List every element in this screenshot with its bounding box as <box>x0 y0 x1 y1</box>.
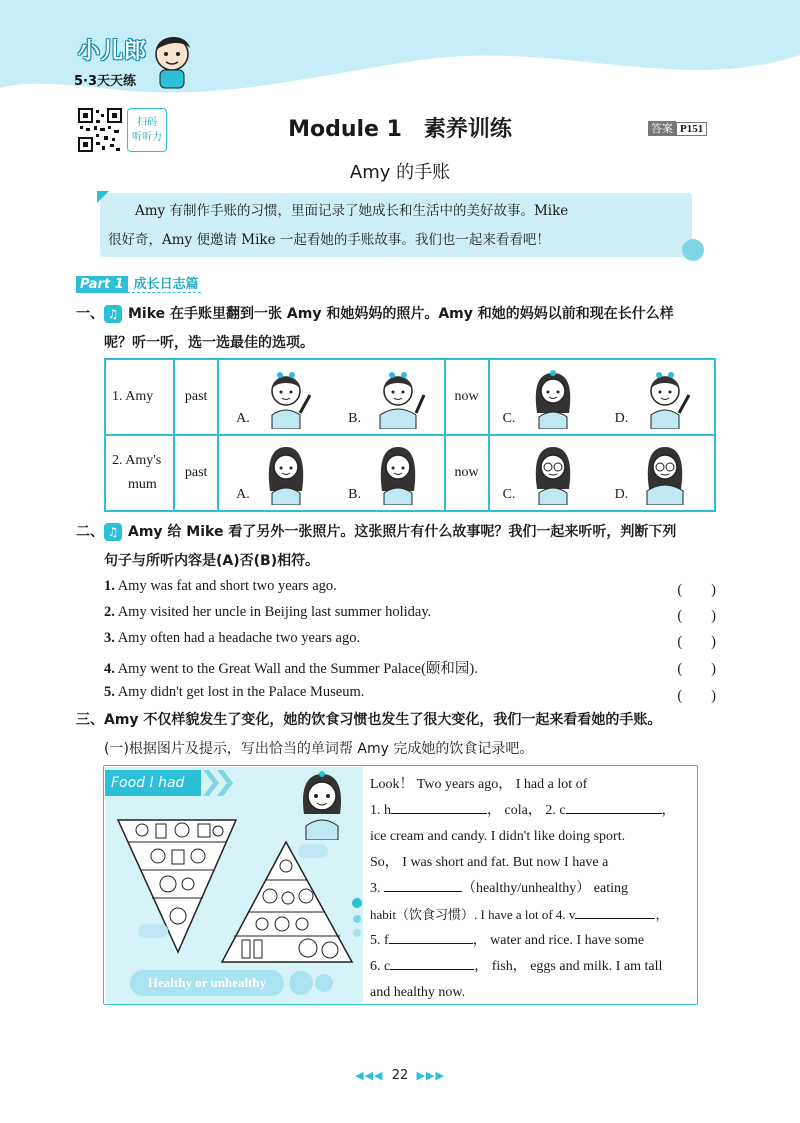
headphones-icon[interactable]: ♫ <box>104 305 122 323</box>
food-diary-text: Look！ Two years ago， I had a lot of 1. h ， cola， 2. c ， ice cream and candy. I didn't like doing sport. So， I was short and fat. But now I have a 3. （healthy/unhealthy） eating habit（饮食习惯）. I have a lot of 4. v ， 5. f ， water and rice. I have some 6. c ， fish， eggs and milk. I am tall and healthy now. <box>370 777 676 1000</box>
circles-decoration-icon <box>288 968 348 998</box>
part-heading: Part 1 成长日志篇 <box>76 273 199 292</box>
answer-bracket[interactable]: ( ) <box>677 661 716 677</box>
question-2: 二、 ♫ Amy 给 Mike 看了另外一张照片。这张照片有什么故事呢？我们一起来听听，判断下列 句子与所听内容是(A)否(B)相符。 <box>76 524 677 569</box>
option-d[interactable]: D. <box>614 487 629 502</box>
past-label: past <box>174 435 218 511</box>
blank-3[interactable] <box>384 877 462 892</box>
table-row <box>105 435 715 511</box>
statement-3: 3. Amy often had a headache two years ago. ( ) <box>104 630 716 650</box>
statement-1: 1. Amy was fat and short two years ago. ( ) <box>104 578 716 598</box>
girl-short-hair-icon <box>639 365 695 429</box>
healthy-or-unhealthy-bar: Healthy or unhealthy <box>130 970 284 996</box>
picture-table <box>104 358 716 512</box>
food-pyramid-icon <box>112 812 357 967</box>
row-label: 2. Amy's mum <box>105 435 174 511</box>
option-d[interactable]: D. <box>614 411 629 426</box>
scan-listen-label: 扫码 听听力 <box>127 108 167 152</box>
answer-bracket[interactable]: ( ) <box>677 608 716 624</box>
answer-bracket[interactable]: ( ) <box>677 634 716 650</box>
woman-long-hair-icon <box>260 441 316 505</box>
blank-5[interactable] <box>389 929 473 944</box>
blank-6[interactable] <box>390 955 474 970</box>
statement-2: 2. Amy visited her uncle in Beijing last summer holiday. ( ) <box>104 604 716 624</box>
question-3: 三、Amy 不仅样貌发生了变化，她的饮食习惯也发生了很大变化，我们一起来看看她的手账。 (一)根据图片及提示，写出恰当的单词帮 Amy 完成她的饮食记录吧。 <box>76 712 662 757</box>
prev-arrows-icon: ◀◀◀ <box>355 1069 384 1082</box>
food-tab: Food I had <box>105 770 201 796</box>
blank-4[interactable] <box>575 904 655 919</box>
logo-title: 小儿郎 <box>78 39 148 64</box>
girl-short-hair-icon <box>372 365 428 429</box>
woman-glasses-icon <box>639 441 695 505</box>
blank-1[interactable] <box>391 799 487 814</box>
option-b[interactable]: B. <box>348 487 362 502</box>
headphones-icon[interactable]: ♫ <box>104 523 122 541</box>
question-1: 一、 ♫ Mike 在手账里翻到一张 Amy 和她妈妈的照片。Amy 和她的妈妈以前和现在长什么样 呢？听一听，选一选最佳的选项。 <box>76 306 674 351</box>
option-a[interactable]: A. <box>236 411 250 426</box>
intro-box: Amy 有制作手账的习惯，里面记录了她成长和生活中的美好故事。Mike 很好奇，Amy 便邀请 Mike 一起看她的手账故事。我们也一起来看看吧！ <box>100 193 692 257</box>
option-b[interactable]: B. <box>348 411 362 426</box>
side-dots-icon <box>350 895 364 940</box>
woman-glasses-icon <box>527 441 583 505</box>
logo-subtitle: 5·3天天练 <box>74 74 137 89</box>
statement-4: 4. Amy went to the Great Wall and the Summer Palace(颐和园). ( ) <box>104 657 716 683</box>
past-label: past <box>174 359 218 435</box>
chevrons-icon <box>201 770 241 796</box>
statement-5: 5. Amy didn't get lost in the Palace Museum. ( ) <box>104 684 716 704</box>
girl-short-hair-icon <box>260 365 316 429</box>
blank-2[interactable] <box>566 799 662 814</box>
next-arrows-icon: ▶▶▶ <box>416 1069 445 1082</box>
answer-bracket[interactable]: ( ) <box>677 688 716 704</box>
option-a[interactable]: A. <box>236 487 250 502</box>
page-subtitle: Amy 的手账 <box>349 162 451 183</box>
table-row <box>105 359 715 435</box>
boy-mascot-icon <box>150 30 195 90</box>
answer-reference: 答案 P151 <box>648 120 707 136</box>
girl-long-hair-icon <box>527 365 583 429</box>
option-c[interactable]: C. <box>502 411 516 426</box>
option-c[interactable]: C. <box>502 487 516 502</box>
page-title: Module 1 素养训练 <box>288 117 512 142</box>
now-label: now <box>445 359 489 435</box>
woman-long-hair-icon <box>372 441 428 505</box>
answer-bracket[interactable]: ( ) <box>677 582 716 598</box>
page-number: ◀◀◀ 22 ▶▶▶ <box>355 1068 445 1083</box>
row-label: 1. Amy <box>105 359 174 435</box>
now-label: now <box>445 435 489 511</box>
